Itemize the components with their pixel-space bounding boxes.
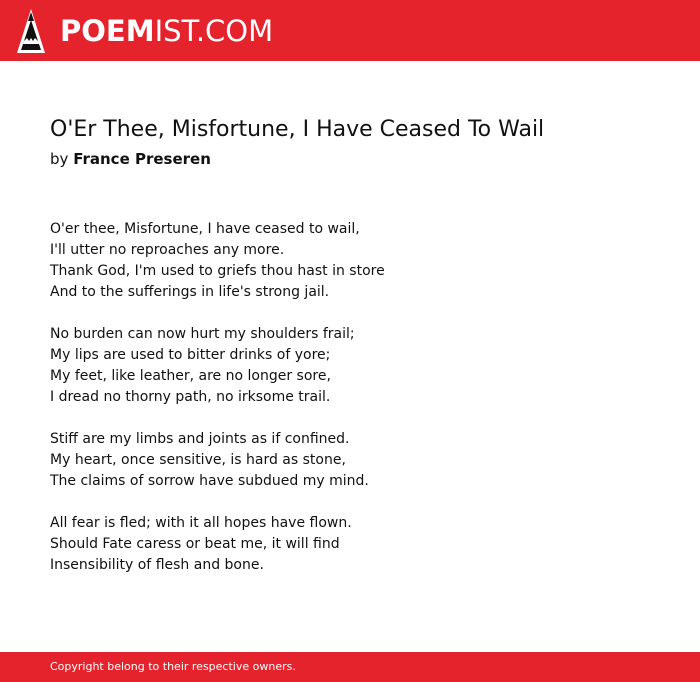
stanza-4	[50, 513, 610, 576]
poem-body	[50, 219, 610, 597]
poem-line: I dread no thorny path, no irksome trail.	[50, 389, 331, 405]
site-logo-link[interactable]	[16, 8, 273, 54]
poem-byline	[50, 150, 211, 168]
poem-line: Thank God, I'm used to griefs thou hast in store	[50, 263, 385, 279]
pencil-tip-icon	[16, 8, 46, 54]
byline-label: by	[50, 150, 69, 168]
poem-line: I'll utter no reproaches any more.	[50, 242, 285, 258]
poem-line: Should Fate caress or beat me, it will find	[50, 536, 340, 552]
poem-line: The claims of sorrow have subdued my mind.	[50, 473, 369, 489]
poem-line: My lips are used to bitter drinks of yore;	[50, 347, 331, 363]
site-footer	[0, 652, 700, 682]
stanza-3	[50, 429, 610, 492]
site-header	[0, 0, 700, 61]
poem-line: All fear is fled; with it all hopes have flown.	[50, 515, 352, 531]
copyright-text: Copyright belong to their respective owners.	[50, 660, 296, 673]
poem-author: France Preseren	[73, 150, 211, 168]
logo-light-part: IST.COM	[154, 13, 274, 48]
poem-line: No burden can now hurt my shoulders frail;	[50, 326, 355, 342]
poem-line: Stiff are my limbs and joints as if confined.	[50, 431, 350, 447]
poem-line: My heart, once sensitive, is hard as stone,	[50, 452, 346, 468]
stanza-2	[50, 324, 610, 408]
site-logo-text	[60, 13, 274, 48]
logo-bold-part: POEM	[60, 13, 155, 48]
stanza-1	[50, 219, 610, 303]
poem-line: O'er thee, Misfortune, I have ceased to wail,	[50, 221, 360, 237]
poem-line: Insensibility of flesh and bone.	[50, 557, 264, 573]
poem-title: O'Er Thee, Misfortune, I Have Ceased To Wail	[50, 117, 545, 142]
poem-line: And to the sufferings in life's strong jail.	[50, 284, 330, 300]
poem-line: My feet, like leather, are no longer sore,	[50, 368, 331, 384]
